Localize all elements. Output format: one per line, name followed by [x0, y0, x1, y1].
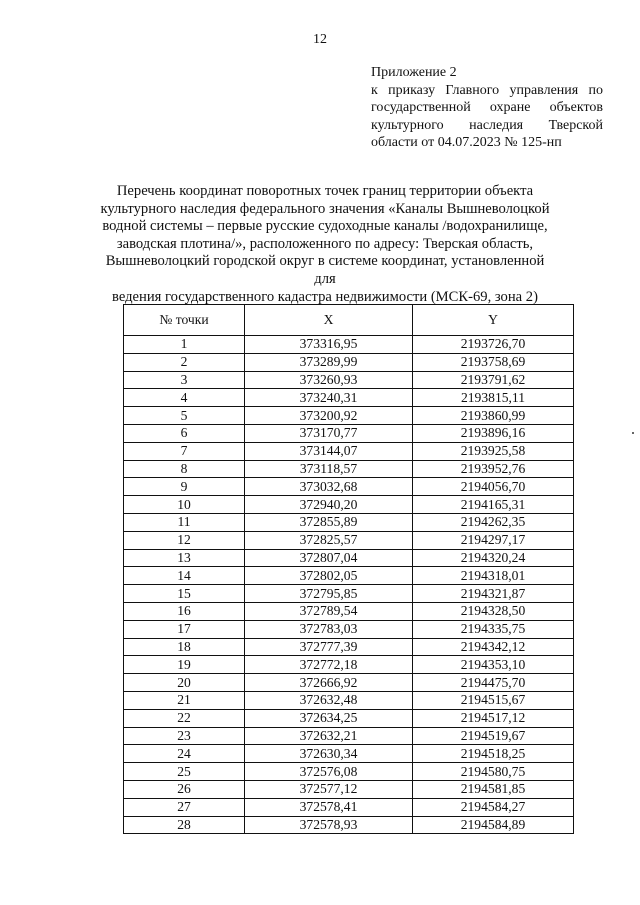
cell-point-number: 8: [124, 460, 245, 478]
cell-point-number: 7: [124, 442, 245, 460]
table-header-row: [124, 305, 574, 336]
cell-y: 2194581,85: [413, 780, 574, 798]
table-row: [124, 407, 574, 425]
appendix-line: культурного наследия Тверской: [371, 117, 603, 133]
cell-point-number: 3: [124, 371, 245, 389]
table-row: [124, 496, 574, 514]
column-header-y: Y: [413, 305, 574, 336]
table-row: [124, 745, 574, 763]
cell-point-number: 17: [124, 620, 245, 638]
cell-point-number: 27: [124, 798, 245, 816]
cell-x: 372783,03: [245, 620, 413, 638]
cell-point-number: 12: [124, 531, 245, 549]
table-body: [124, 336, 574, 834]
appendix-line: области от 04.07.2023 № 125-нп: [371, 135, 562, 150]
title-line: ведения государственного кадастра недвижимости (МСК-69, зона 2): [112, 288, 538, 305]
cell-point-number: 21: [124, 691, 245, 709]
cell-x: 372807,04: [245, 549, 413, 567]
table-row: [124, 478, 574, 496]
cell-y: 2194328,50: [413, 602, 574, 620]
table-row: [124, 798, 574, 816]
cell-x: 372632,48: [245, 691, 413, 709]
cell-x: 372789,54: [245, 602, 413, 620]
table-row: [124, 691, 574, 709]
cell-x: 372634,25: [245, 709, 413, 727]
table-row: [124, 567, 574, 585]
cell-point-number: 14: [124, 567, 245, 585]
cell-y: 2194262,35: [413, 513, 574, 531]
cell-y: 2194342,12: [413, 638, 574, 656]
appendix-line: государственной охране объектов: [371, 100, 603, 115]
title-line: Перечень координат поворотных точек границ территории объекта: [116, 183, 534, 199]
cell-point-number: 13: [124, 549, 245, 567]
cell-x: 372777,39: [245, 638, 413, 656]
table-row: [124, 620, 574, 638]
table-row: [124, 674, 574, 692]
cell-x: 372578,41: [245, 798, 413, 816]
cell-point-number: 24: [124, 745, 245, 763]
cell-x: 372577,12: [245, 780, 413, 798]
table-row: [124, 816, 574, 834]
cell-y: 2194519,67: [413, 727, 574, 745]
document-title: [95, 183, 555, 306]
cell-y: 2194318,01: [413, 567, 574, 585]
cell-point-number: 15: [124, 585, 245, 603]
cell-y: 2194320,24: [413, 549, 574, 567]
cell-x: 372795,85: [245, 585, 413, 603]
cell-x: 372825,57: [245, 531, 413, 549]
cell-y: 2193726,70: [413, 336, 574, 354]
cell-point-number: 10: [124, 496, 245, 514]
cell-y: 2194353,10: [413, 656, 574, 674]
cell-y: 2193860,99: [413, 407, 574, 425]
table-row: [124, 585, 574, 603]
cell-x: 372666,92: [245, 674, 413, 692]
table-row: [124, 371, 574, 389]
title-line: культурного наследия федерального значения «Каналы Вышневолоцкой: [100, 200, 550, 217]
cell-point-number: 1: [124, 336, 245, 354]
cell-point-number: 5: [124, 407, 245, 425]
cell-point-number: 16: [124, 602, 245, 620]
cell-y: 2194321,87: [413, 585, 574, 603]
table-row: [124, 353, 574, 371]
cell-point-number: 19: [124, 656, 245, 674]
cell-point-number: 9: [124, 478, 245, 496]
cell-y: 2194297,17: [413, 531, 574, 549]
cell-x: 372632,21: [245, 727, 413, 745]
cell-x: 372802,05: [245, 567, 413, 585]
scan-artifact: [632, 432, 634, 434]
cell-point-number: 4: [124, 389, 245, 407]
cell-x: 372578,93: [245, 816, 413, 834]
cell-y: 2194584,89: [413, 816, 574, 834]
cell-y: 2193758,69: [413, 353, 574, 371]
cell-x: 373032,68: [245, 478, 413, 496]
cell-x: 373316,95: [245, 336, 413, 354]
table-row: [124, 709, 574, 727]
cell-point-number: 2: [124, 353, 245, 371]
cell-y: 2193815,11: [413, 389, 574, 407]
cell-y: 2193925,58: [413, 442, 574, 460]
page-number: 12: [313, 32, 327, 47]
cell-y: 2194475,70: [413, 674, 574, 692]
cell-x: 373144,07: [245, 442, 413, 460]
cell-y: 2194515,67: [413, 691, 574, 709]
cell-x: 372772,18: [245, 656, 413, 674]
cell-y: 2194580,75: [413, 763, 574, 781]
cell-x: 373200,92: [245, 407, 413, 425]
table-row: [124, 656, 574, 674]
cell-point-number: 20: [124, 674, 245, 692]
cell-point-number: 25: [124, 763, 245, 781]
column-header-x: X: [245, 305, 413, 336]
table-row: [124, 460, 574, 478]
cell-y: 2194517,12: [413, 709, 574, 727]
appendix-header: [371, 64, 603, 152]
cell-x: 372855,89: [245, 513, 413, 531]
cell-x: 373240,31: [245, 389, 413, 407]
table-row: [124, 531, 574, 549]
table-row: [124, 549, 574, 567]
cell-y: 2193791,62: [413, 371, 574, 389]
cell-point-number: 6: [124, 424, 245, 442]
cell-point-number: 22: [124, 709, 245, 727]
cell-x: 372576,08: [245, 763, 413, 781]
cell-y: 2194584,27: [413, 798, 574, 816]
cell-y: 2194518,25: [413, 745, 574, 763]
cell-y: 2194165,31: [413, 496, 574, 514]
cell-point-number: 28: [124, 816, 245, 834]
appendix-line: к приказу Главного управления по: [371, 82, 603, 98]
cell-point-number: 11: [124, 513, 245, 531]
cell-x: 372630,34: [245, 745, 413, 763]
cell-y: 2193896,16: [413, 424, 574, 442]
cell-y: 2194335,75: [413, 620, 574, 638]
coordinates-table: [123, 304, 574, 834]
table-row: [124, 389, 574, 407]
table-row: [124, 727, 574, 745]
cell-x: 373289,99: [245, 353, 413, 371]
cell-point-number: 26: [124, 780, 245, 798]
cell-y: 2193952,76: [413, 460, 574, 478]
title-line: водной системы – первые русские судоходные каналы /водохранилище,: [102, 218, 548, 235]
cell-x: 373170,77: [245, 424, 413, 442]
cell-point-number: 23: [124, 727, 245, 745]
table-row: [124, 763, 574, 781]
table-row: [124, 602, 574, 620]
cell-x: 373260,93: [245, 371, 413, 389]
cell-x: 373118,57: [245, 460, 413, 478]
table-row: [124, 780, 574, 798]
appendix-line: Приложение 2: [371, 65, 457, 80]
table-row: [124, 336, 574, 354]
column-header-point: № точки: [124, 305, 245, 336]
table-row: [124, 638, 574, 656]
table-row: [124, 424, 574, 442]
table-row: [124, 442, 574, 460]
cell-y: 2194056,70: [413, 478, 574, 496]
table-row: [124, 513, 574, 531]
title-line: Вышневолоцкий городской округ в системе координат, установленной для: [105, 253, 545, 287]
cell-x: 372940,20: [245, 496, 413, 514]
cell-point-number: 18: [124, 638, 245, 656]
title-line: заводская плотина/», расположенного по адресу: Тверская область,: [116, 235, 534, 252]
